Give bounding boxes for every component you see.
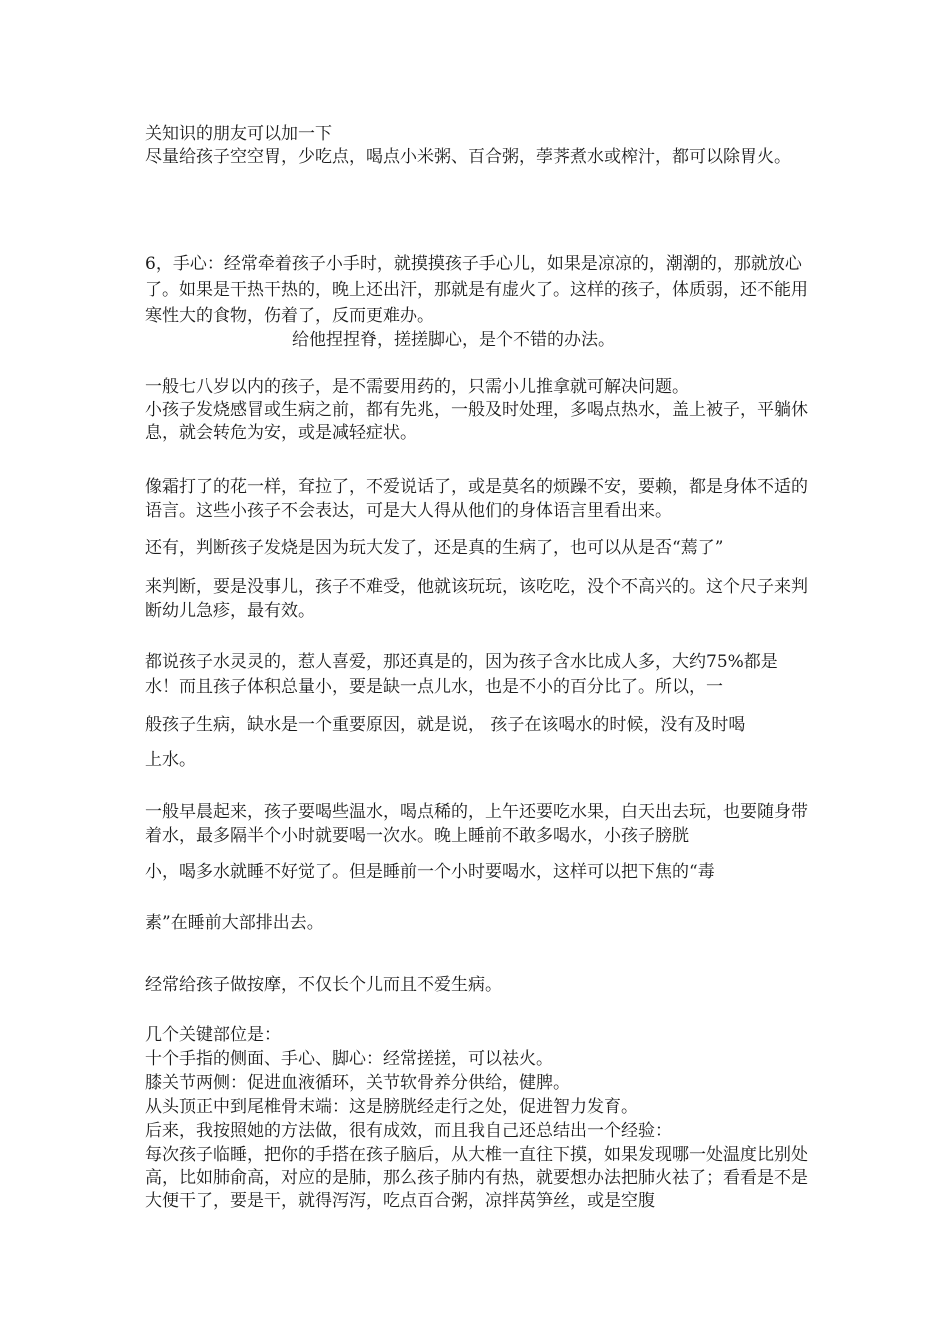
paragraph-7: 像霜打了的花一样，耷拉了，不爱说话了，或是莫名的烦躁不安，要赖，都是身体不适的语言。这些小孩子不会表达，可是大人得从他们的身体语言里看出来。	[145, 477, 808, 521]
paragraph-13: 一般早晨起来，孩子要喝些温水，喝点稀的，上午还要吃水果，白天出去玩，也要随身带着水，最多隔半个小时就要喝一次水。晚上睡前不敢多喝水，小孩子膀胱	[145, 802, 808, 846]
paragraph-6: 小孩子发烧感冒或生病之前，都有先兆，一般及时处理，多喝点热水，盖上被子，平躺休息，就会转危为安，或是减轻症状。	[145, 400, 808, 443]
paragraph-1: 关知识的朋友可以加一下	[145, 124, 332, 144]
paragraph-20: 从头顶正中到尾椎骨末端：这是膀胱经走行之处，促进智力发育。	[145, 1097, 638, 1117]
paragraph-17: 几个关键部位是：	[145, 1025, 281, 1045]
paragraph-21: 后来，我按照她的方法做，很有成效，而且我自己还总结出一个经验：	[145, 1121, 672, 1141]
paragraph-22: 每次孩子临睡，把你的手搭在孩子脑后，从大椎一直往下摸，如果发现哪一处温度比别处高，比如肺俞高，对应的是肺，那么孩子肺内有热，就要想办法把肺火祛了；看看是不是大便干了，要是干，就得泻泻，吃点百合粥，凉拌莴笋丝，或是空腹	[145, 1145, 808, 1211]
paragraph-18: 十个手指的侧面、手心、脚心：经常搓搓，可以祛火。	[145, 1049, 553, 1069]
paragraph-10: 都说孩子水灵灵的，惹人喜爱，那还真是的，因为孩子含水比成人多，大约75%都是水！而且孩子体积总量小，要是缺一点儿水，也是不小的百分比了。所以，一	[145, 652, 778, 697]
paragraph-3: 6，手心：经常牵着孩子小手时，就摸摸孩子手心儿，如果是凉凉的，潮潮的，那就放心了。如果是干热干热的，晚上还出汗，那就是有虚火了。这样的孩子，体质弱，还不能用寒性大的食物，伤着了，反而更难办。	[145, 254, 808, 326]
paragraph-19: 膝关节两侧：促进血液循环，关节软骨养分供给，健脾。	[145, 1073, 570, 1093]
paragraph-14: 小，喝多水就睡不好觉了。但是睡前一个小时要喝水，这样可以把下焦的“毒	[145, 862, 715, 882]
paragraph-11: 般孩子生病，缺水是一个重要原因，就是说， 孩子在该喝水的时候，没有及时喝	[145, 715, 746, 735]
paragraph-2: 尽量给孩子空空胃，少吃点，喝点小米粥、百合粥，荸荠煮水或榨汁，都可以除胃火。	[145, 147, 791, 167]
paragraph-16: 经常给孩子做按摩，不仅长个儿而且不爱生病。	[145, 975, 502, 995]
paragraph-5: 一般七八岁以内的孩子，是不需要用药的，只需小儿推拿就可解决问题。	[145, 377, 689, 397]
paragraph-15: 素”在睡前大部排出去。	[145, 913, 324, 933]
paragraph-4: 给他捏捏脊，搓搓脚心，是个不错的办法。	[292, 330, 615, 350]
paragraph-12: 上水。	[145, 750, 196, 770]
paragraph-9: 来判断，要是没事儿，孩子不难受，他就该玩玩，该吃吃，没个不高兴的。这个尺子来判断幼儿急疹，最有效。	[145, 577, 808, 621]
paragraph-8: 还有，判断孩子发烧是因为玩大发了，还是真的生病了，也可以从是否“蔫了”	[145, 538, 724, 558]
